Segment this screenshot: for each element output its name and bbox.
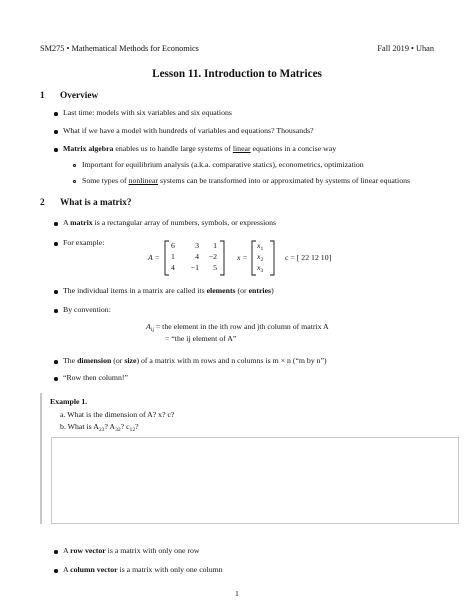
bullet	[54, 377, 58, 381]
matrix-bullet-7	[63, 546, 200, 556]
matrix-A-right-bracket	[218, 240, 226, 276]
example-part-a: a. What is the dimension of A? x? c?	[60, 410, 175, 419]
example-part-b	[60, 422, 139, 435]
term-matrix: matrix	[70, 218, 93, 227]
vector-x-right-bracket	[268, 240, 276, 276]
term-size: size	[124, 356, 137, 365]
text: enables us to handle large systems of	[113, 144, 233, 153]
text: is a matrix with only one row	[105, 546, 200, 555]
overview-sub-bullet-1: Important for equilibrium analysis (a.k.a. comparative statics), econometrics, optimization	[82, 160, 364, 169]
matrix-bullet-2: For example:	[63, 238, 105, 247]
underlined-nonlinear: nonlinear	[128, 176, 159, 185]
text: x	[257, 263, 261, 272]
bullet	[54, 112, 58, 116]
text: A	[63, 546, 71, 555]
text: Some types of	[82, 176, 129, 185]
text: A	[63, 565, 71, 574]
subscript: ij	[150, 327, 154, 333]
section-2-title: What is a matrix?	[60, 198, 132, 208]
vector-c: c = [ 22 12 10]	[285, 253, 332, 262]
bullet	[54, 309, 58, 313]
convention-line-2: = “the ij element of A”	[165, 334, 237, 343]
term-entries: entries	[248, 286, 272, 295]
bullet	[54, 148, 58, 152]
page-title: Lesson 11. Introduction to Matrices	[152, 68, 322, 80]
text: A =	[148, 253, 160, 262]
overview-sub-bullet-2	[82, 176, 410, 186]
matrix-A-cell: 5	[213, 263, 217, 272]
matrix-A-cell: −1	[190, 263, 199, 272]
text: = the element in the ith row and jth column of matrix A	[153, 322, 329, 331]
course-header: SM275 • Mathematical Methods for Economics	[40, 44, 199, 53]
text: ? A	[104, 422, 116, 431]
matrix-A-cell: 4	[195, 252, 199, 261]
bullet	[54, 242, 58, 246]
matrix-bullet-8	[63, 565, 223, 575]
text: (or	[235, 286, 249, 295]
sub-bullet	[73, 164, 76, 167]
text: ) of a matrix with m rows and n columns is m × n (“m by n”)	[136, 356, 327, 365]
text: ? c	[120, 422, 130, 431]
text: The individual items in a matrix are called its	[63, 286, 207, 295]
section-1-number: 1	[40, 91, 45, 101]
vector-x-label	[237, 253, 248, 263]
answer-box[interactable]	[51, 437, 459, 524]
overview-bullet-3	[63, 144, 336, 154]
term-elements: elements	[206, 286, 236, 295]
matrix-A-cell: 6	[171, 241, 175, 250]
matrix-A-row-3	[171, 263, 217, 274]
text: x	[257, 252, 261, 261]
bullet	[54, 569, 58, 573]
matrix-bullet-3	[63, 286, 274, 296]
example-sidebar	[40, 393, 42, 524]
text: is a matrix with only one column	[117, 565, 223, 574]
term-row-vector: row vector	[70, 546, 106, 555]
matrix-A-cell: 3	[195, 241, 199, 250]
matrix-A-row-2	[171, 252, 217, 263]
matrix-bullet-1	[63, 218, 276, 228]
term-dimension: dimension	[77, 356, 112, 365]
matrix-A-cell: −2	[208, 252, 217, 261]
bullet	[54, 130, 58, 134]
text: equations in a concise way	[250, 144, 337, 153]
text: systems can be transformed into or approximated by systems of linear equations	[158, 176, 411, 185]
overview-bullet-2: What if we have a model with hundreds of variables and equations? Thousands?	[63, 126, 314, 135]
text: b. What is A	[60, 422, 99, 431]
text: (or	[111, 356, 125, 365]
matrix-bullet-4: By convention:	[63, 305, 111, 314]
overview-bullet-1: Last time: models with six variables and six equations	[63, 108, 232, 117]
matrix-bullet-6: “Row then column!”	[63, 373, 128, 382]
matrix-A-row-1	[171, 241, 217, 252]
subscript: 12	[129, 427, 136, 433]
subscript: 23	[98, 427, 105, 433]
text: is a rectangular array of numbers, symbols, or expressions	[92, 218, 277, 227]
sub-bullet	[73, 180, 76, 183]
matrix-A-cell: 4	[171, 263, 175, 272]
matrix-bullet-5	[63, 356, 327, 366]
page-number: 1	[235, 589, 239, 598]
section-2-number: 2	[40, 198, 45, 208]
text: x =	[237, 253, 248, 262]
text: ?	[135, 422, 139, 431]
matrix-A-cell: 1	[213, 241, 217, 250]
bullet	[54, 360, 58, 364]
text: A	[63, 218, 71, 227]
text: The	[63, 356, 78, 365]
term-column-vector: column vector	[70, 565, 118, 574]
subscript: 3	[260, 268, 264, 274]
example-label: Example 1.	[50, 397, 88, 406]
underlined-linear: linear	[232, 144, 251, 153]
subscript: 1	[260, 246, 264, 252]
text: A	[146, 322, 151, 331]
text: )	[271, 286, 274, 295]
matrix-A-label	[148, 253, 160, 263]
matrix-A-body	[171, 241, 217, 274]
bullet	[54, 222, 58, 226]
term-header: Fall 2019 • Uhan	[377, 44, 434, 53]
bullet	[54, 290, 58, 294]
subscript: 2	[260, 257, 264, 263]
subscript: 32	[115, 427, 121, 433]
section-1-title: Overview	[60, 91, 99, 101]
text: x	[257, 241, 261, 250]
matrix-A-left-bracket	[163, 240, 171, 276]
term-matrix-algebra: Matrix algebra	[63, 144, 114, 153]
matrix-A-cell: 1	[171, 252, 175, 261]
bullet	[54, 550, 58, 554]
